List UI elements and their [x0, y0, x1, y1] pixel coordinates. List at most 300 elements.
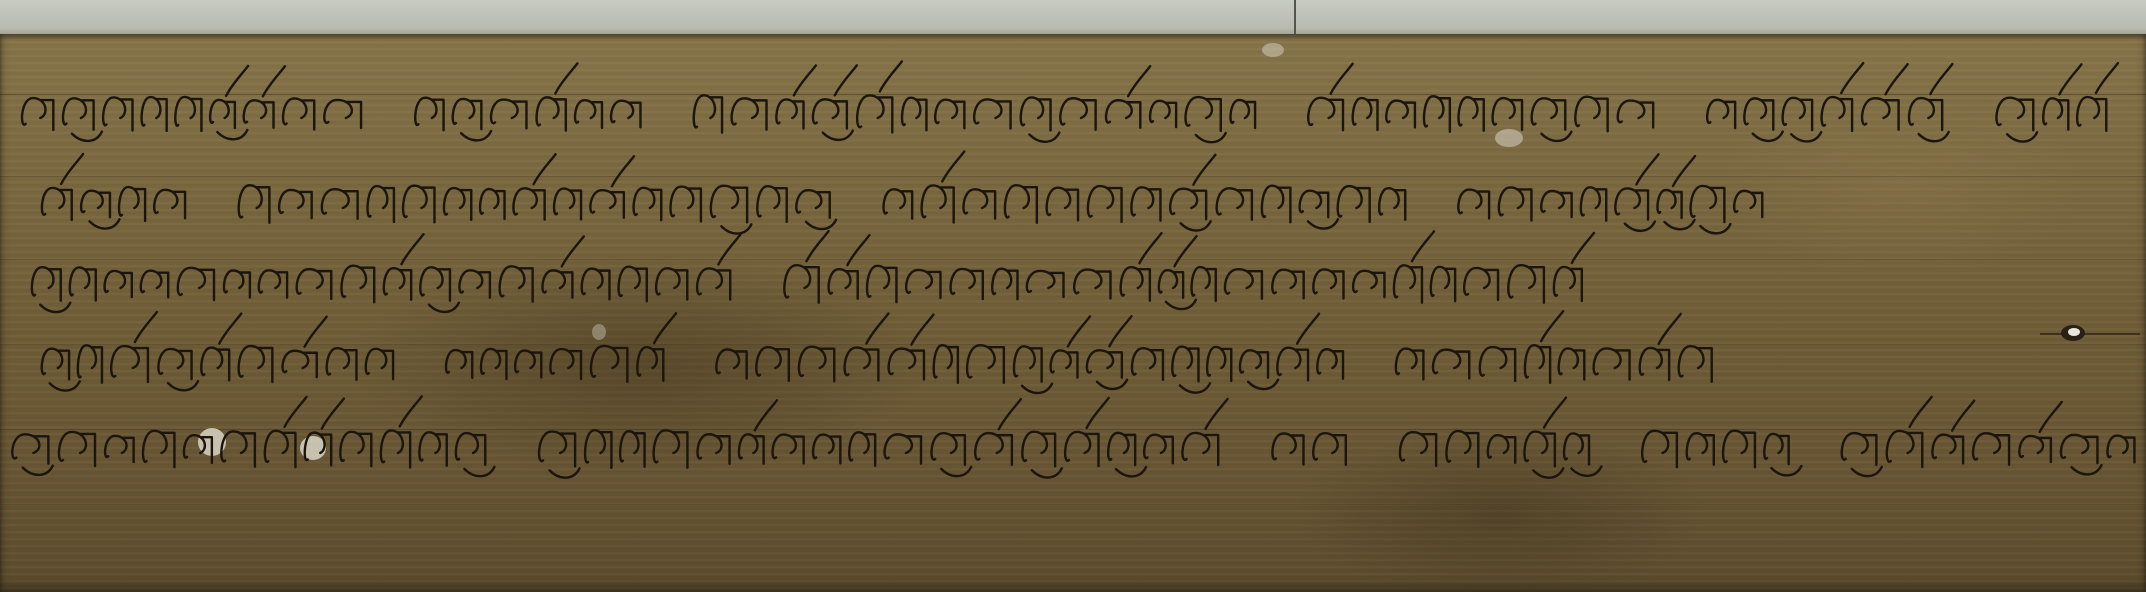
- script-glyph: [175, 97, 201, 131]
- script-diacritic: [1175, 236, 1197, 266]
- script-glyph: [1707, 100, 1735, 128]
- script-glyph: [1499, 187, 1532, 220]
- script-glyph: [694, 95, 722, 132]
- script-glyph: [1300, 191, 1329, 218]
- script-subscript: [1180, 383, 1210, 392]
- script-glyph: [537, 97, 566, 130]
- script-glyph: [515, 351, 541, 378]
- script-glyph: [340, 432, 371, 466]
- script-glyph: [453, 99, 482, 129]
- script-glyph: [1047, 188, 1078, 221]
- script-glyph: [1973, 433, 2009, 465]
- script-diacritic: [2040, 402, 2062, 432]
- script-glyph: [1207, 347, 1231, 381]
- script-diacritic: [794, 65, 816, 95]
- script-glyph: [1480, 347, 1515, 381]
- script-diacritic: [263, 66, 285, 96]
- script-glyph: [934, 345, 958, 383]
- script-glyph: [158, 349, 191, 379]
- script-glyph: [1272, 270, 1303, 299]
- script-glyph: [951, 269, 983, 299]
- script-glyph: [143, 431, 174, 467]
- script-diacritic: [1886, 64, 1908, 94]
- script-diacritic: [1910, 397, 1932, 427]
- script-diacritic: [285, 397, 307, 427]
- script-diacritic: [942, 151, 964, 181]
- script-glyph: [210, 100, 235, 128]
- script-diacritic: [562, 236, 584, 266]
- script-glyph: [739, 434, 764, 463]
- script-glyph: [224, 271, 250, 298]
- script-diacritic: [61, 154, 83, 184]
- script-subscript: [823, 131, 853, 140]
- script-glyph: [1051, 350, 1078, 377]
- script-subscript: [429, 303, 459, 312]
- script-glyph: [221, 431, 255, 466]
- script-glyph: [1554, 267, 1582, 301]
- script-diacritic: [1109, 316, 1131, 346]
- script-glyph: [796, 190, 829, 218]
- script-glyph: [975, 433, 1012, 465]
- script-diacritic: [401, 234, 423, 264]
- script-glyph: [341, 266, 374, 303]
- script-glyph: [964, 189, 996, 218]
- script-subscript: [1664, 220, 1694, 229]
- script-glyph: [885, 434, 921, 463]
- script-diacritic: [866, 314, 888, 344]
- script-glyph: [620, 431, 644, 466]
- script-glyph: [1400, 432, 1436, 466]
- script-glyph: [1106, 100, 1140, 128]
- script-glyph: [1027, 271, 1064, 297]
- script-glyph: [154, 190, 185, 218]
- script-glyph: [78, 345, 102, 382]
- script-glyph: [1887, 431, 1923, 467]
- script-glyph: [1313, 433, 1346, 465]
- script-glyph: [103, 97, 132, 130]
- script-glyph: [1464, 268, 1498, 300]
- script-subscript: [1308, 219, 1338, 228]
- script-glyph: [671, 187, 701, 222]
- script-diacritic: [807, 231, 829, 261]
- script-glyph: [513, 188, 544, 219]
- script-glyph: [591, 346, 627, 382]
- script-diacritic: [612, 156, 634, 186]
- script-diacritic: [1930, 64, 1952, 94]
- script-glyph: [1594, 348, 1630, 379]
- script-glyph: [105, 271, 132, 297]
- script-glyph: [322, 189, 358, 219]
- script-glyph: [1640, 348, 1669, 380]
- script-glyph: [732, 98, 767, 129]
- script-glyph: [857, 95, 892, 132]
- script-subscript: [1533, 468, 1563, 477]
- script-glyph: [637, 347, 663, 381]
- script-diacritic: [880, 61, 902, 91]
- script-glyph: [384, 268, 411, 300]
- script-glyph: [1308, 98, 1343, 130]
- script-glyph: [259, 270, 287, 297]
- script-glyph: [992, 269, 1017, 300]
- script-glyph: [305, 433, 331, 466]
- script-glyph: [1132, 348, 1163, 380]
- script-glyph: [500, 266, 533, 301]
- script-diacritic: [1572, 233, 1594, 263]
- script-glyph: [1932, 435, 1963, 464]
- script-glyph: [1088, 186, 1122, 222]
- script-glyph: [419, 432, 446, 465]
- script-diacritic: [534, 154, 556, 184]
- script-glyph: [1005, 185, 1037, 223]
- script-diacritic: [1068, 316, 1090, 346]
- script-glyph: [480, 189, 504, 219]
- script-glyph: [12, 434, 48, 463]
- script-glyph: [813, 435, 840, 464]
- script-glyph: [381, 430, 410, 467]
- script-glyph: [1065, 432, 1098, 466]
- script-glyph: [931, 433, 964, 465]
- script-subscript: [1753, 132, 1783, 141]
- script-glyph: [1532, 98, 1566, 129]
- script-glyph: [773, 435, 804, 464]
- script-subscript: [721, 224, 751, 233]
- script-subscript: [1166, 300, 1196, 309]
- script-subscript: [1181, 221, 1211, 230]
- script-glyph: [935, 100, 964, 129]
- script-glyph: [1217, 188, 1252, 219]
- script-glyph: [1764, 434, 1788, 464]
- script-diacritic: [305, 317, 327, 347]
- script-subscript: [1771, 466, 1801, 475]
- script-diacritic: [1841, 63, 1863, 93]
- script-subscript: [1571, 467, 1601, 476]
- script-glyph: [1575, 97, 1607, 132]
- script-diacritic: [847, 235, 869, 265]
- script-glyph: [1277, 348, 1308, 381]
- script-glyph: [1679, 346, 1712, 382]
- script-diacritic: [1139, 233, 1161, 263]
- script-glyph: [1996, 98, 2033, 131]
- script-diacritic: [1544, 398, 1566, 428]
- script-glyph: [201, 348, 229, 381]
- script-glyph: [1192, 267, 1216, 301]
- script-glyph: [2019, 436, 2051, 462]
- script-glyph: [1131, 187, 1160, 220]
- script-glyph: [906, 270, 940, 298]
- script-glyph: [279, 190, 312, 218]
- script-glyph: [1458, 190, 1489, 219]
- script-glyph: [967, 345, 1004, 383]
- script-glyph: [1022, 432, 1055, 467]
- script-glyph: [403, 186, 434, 223]
- script-subscript: [941, 467, 971, 476]
- script-glyph: [1170, 189, 1206, 220]
- script-diacritic: [999, 399, 1021, 429]
- script-glyph: [444, 188, 471, 220]
- script-glyph: [297, 269, 332, 299]
- script-glyph: [1431, 267, 1455, 301]
- script-glyph: [922, 185, 954, 222]
- script-glyph: [1021, 97, 1051, 130]
- script-glyph: [239, 185, 270, 223]
- script-subscript: [168, 381, 198, 390]
- script-glyph: [590, 190, 623, 218]
- script-diacritic: [1673, 156, 1695, 186]
- script-glyph: [884, 189, 913, 218]
- script-glyph: [1783, 98, 1813, 130]
- script-subscript: [2007, 132, 2037, 141]
- script-subscript: [1248, 380, 1278, 389]
- script-glyph: [1618, 101, 1653, 128]
- script-subscript: [1097, 380, 1127, 389]
- script-subscript: [1919, 132, 1949, 141]
- script-glyph: [1822, 97, 1852, 131]
- script-glyph: [1564, 433, 1589, 464]
- script-glyph: [813, 99, 847, 128]
- script-subscript: [2072, 465, 2102, 474]
- script-subscript: [1852, 467, 1882, 476]
- script-glyph: [849, 432, 875, 465]
- script-diacritic: [654, 313, 676, 343]
- script-glyph: [902, 98, 926, 131]
- script-subscript: [217, 130, 247, 139]
- script-diacritic: [1331, 64, 1353, 94]
- script-glyph: [1734, 191, 1762, 217]
- script-glyph: [1657, 190, 1681, 218]
- script-glyph: [1074, 270, 1110, 299]
- script-glyph: [2077, 97, 2106, 131]
- script-glyph: [889, 349, 924, 380]
- script-glyph: [283, 98, 314, 129]
- script-glyph: [459, 270, 489, 297]
- script-glyph: [654, 430, 688, 467]
- script-diacritic: [718, 234, 740, 264]
- script-glyph: [327, 348, 357, 380]
- script-glyph: [974, 99, 1010, 128]
- script-glyph: [550, 349, 581, 379]
- script-diacritic: [755, 400, 777, 430]
- script-diacritic: [1087, 398, 1109, 428]
- script-glyph: [368, 186, 394, 222]
- script-glyph: [619, 267, 647, 302]
- script-glyph: [1541, 191, 1571, 217]
- script-glyph: [1723, 431, 1755, 468]
- script-subscript: [464, 467, 494, 476]
- script-diacritic: [555, 63, 577, 93]
- script-subscript: [806, 220, 836, 229]
- script-glyph: [1313, 269, 1343, 298]
- script-glyph: [1317, 349, 1343, 379]
- script-glyph: [656, 268, 687, 299]
- script-glyph: [716, 350, 746, 379]
- script-subscript: [40, 303, 70, 312]
- script-subscript: [1625, 222, 1655, 231]
- script-glyph: [446, 350, 472, 378]
- script-glyph: [283, 351, 317, 378]
- script-glyph: [1842, 433, 1877, 465]
- script-glyph: [141, 271, 168, 298]
- script-glyph: [542, 270, 572, 297]
- script-glyph: [81, 191, 110, 218]
- script-diacritic: [2096, 63, 2118, 93]
- script-glyph: [1108, 433, 1135, 465]
- script-subscript: [23, 466, 53, 475]
- script-glyph: [1186, 97, 1221, 131]
- script-diacritic: [1193, 155, 1215, 185]
- backdrop-seam: [1294, 0, 1296, 38]
- script-glyph: [2061, 435, 2097, 463]
- script-glyph: [1231, 100, 1256, 128]
- script-diacritic: [1297, 314, 1319, 344]
- script-glyph: [1459, 97, 1484, 130]
- script-subscript: [1116, 467, 1146, 476]
- script-glyph: [1272, 433, 1303, 464]
- script-glyph: [119, 187, 145, 221]
- script-glyph: [32, 267, 61, 301]
- script-glyph: [2043, 98, 2068, 129]
- script-subscript: [1029, 133, 1059, 142]
- script-glyph: [59, 432, 95, 466]
- script-glyph: [1353, 98, 1378, 130]
- script-glyph: [582, 269, 610, 300]
- script-glyph: [698, 434, 730, 463]
- script-glyph: [1488, 435, 1515, 463]
- script-glyph: [1744, 98, 1773, 129]
- script-glyph: [244, 100, 274, 127]
- script-subscript: [461, 131, 491, 140]
- script-glyph: [1446, 431, 1478, 467]
- script-glyph: [1581, 187, 1606, 220]
- script-glyph: [1172, 347, 1198, 382]
- script-glyph: [697, 268, 730, 299]
- script-subscript: [89, 219, 119, 228]
- script-glyph: [1424, 96, 1450, 131]
- string-groove: [2040, 333, 2140, 335]
- script-glyph: [585, 430, 611, 468]
- script-glyph: [1862, 98, 1899, 130]
- script-glyph: [1240, 350, 1268, 377]
- script-subscript: [50, 381, 80, 390]
- script-diacritic: [2059, 64, 2081, 94]
- script-glyph: [1262, 186, 1291, 223]
- script-glyph: [1493, 98, 1522, 130]
- script-glyph: [42, 349, 69, 380]
- script-glyph: [757, 186, 786, 222]
- script-glyph: [1159, 270, 1183, 298]
- script-glyph: [265, 431, 296, 467]
- script-glyph: [1014, 346, 1042, 381]
- script-glyph: [239, 346, 273, 382]
- script-subscript: [1700, 224, 1730, 233]
- script-glyph: [456, 433, 485, 465]
- script-subscript: [1032, 468, 1062, 477]
- script-glyph: [184, 435, 212, 463]
- script-glyph: [867, 266, 896, 302]
- script-glyph: [1508, 265, 1544, 303]
- script-glyph: [845, 348, 879, 381]
- binding-hole: [2060, 320, 2086, 346]
- script-glyph: [481, 349, 506, 379]
- script-glyph: [1396, 349, 1424, 380]
- script-diacritic: [1659, 314, 1681, 344]
- script-glyph: [1559, 348, 1585, 379]
- script-glyph: [575, 100, 602, 128]
- script-glyph: [105, 436, 134, 462]
- script-diacritic: [400, 396, 422, 426]
- script-glyph: [1394, 265, 1422, 302]
- script-subscript: [1196, 133, 1226, 142]
- script-glyph: [1338, 186, 1370, 222]
- script-glyph: [491, 100, 526, 129]
- script-diacritic: [1952, 401, 1974, 431]
- script-diacritic: [1128, 66, 1150, 96]
- script-subscript: [1022, 384, 1052, 393]
- script-glyph: [2107, 436, 2134, 463]
- script-glyph: [711, 186, 747, 223]
- script-glyph: [1386, 101, 1415, 128]
- script-glyph: [111, 346, 148, 382]
- script-glyph: [776, 99, 803, 128]
- script-diacritic: [322, 399, 344, 429]
- script-ink: [0, 34, 2146, 592]
- script-glyph: [1060, 98, 1095, 129]
- script-glyph: [756, 347, 789, 381]
- script-glyph: [1150, 101, 1176, 127]
- script-glyph: [63, 98, 94, 129]
- script-glyph: [324, 100, 361, 128]
- script-glyph: [539, 432, 575, 467]
- script-subscript: [1791, 132, 1821, 141]
- script-glyph: [1433, 350, 1469, 379]
- script-glyph: [415, 98, 443, 131]
- script-glyph: [1353, 271, 1384, 297]
- script-glyph: [1144, 435, 1173, 464]
- script-glyph: [784, 265, 818, 303]
- script-glyph: [366, 349, 393, 379]
- script-subscript: [72, 132, 102, 141]
- script-diacritic: [1206, 399, 1228, 429]
- script-glyph: [142, 97, 167, 131]
- script-diacritic: [911, 315, 933, 345]
- script-glyph: [1642, 431, 1677, 467]
- script-diacritic: [835, 65, 857, 95]
- script-subscript: [1541, 132, 1571, 141]
- script-glyph: [1525, 345, 1550, 383]
- script-subscript: [550, 468, 580, 477]
- script-glyph: [1121, 267, 1150, 301]
- script-glyph: [1524, 432, 1554, 467]
- script-glyph: [70, 267, 96, 300]
- script-glyph: [1909, 98, 1942, 130]
- script-glyph: [42, 188, 72, 220]
- script-glyph: [611, 101, 640, 128]
- script-glyph: [1087, 350, 1122, 377]
- script-glyph: [1182, 433, 1218, 465]
- script-glyph: [829, 269, 858, 299]
- script-glyph: [1225, 269, 1262, 299]
- script-diacritic: [1541, 311, 1563, 341]
- script-glyph: [554, 189, 581, 220]
- script-glyph: [420, 267, 450, 300]
- script-glyph: [178, 268, 214, 300]
- script-diacritic: [226, 66, 248, 96]
- script-diacritic: [219, 314, 241, 344]
- script-glyph: [1615, 188, 1648, 219]
- script-glyph: [634, 188, 662, 220]
- script-glyph: [1379, 188, 1405, 220]
- script-glyph: [1687, 433, 1714, 465]
- script-glyph: [799, 347, 834, 382]
